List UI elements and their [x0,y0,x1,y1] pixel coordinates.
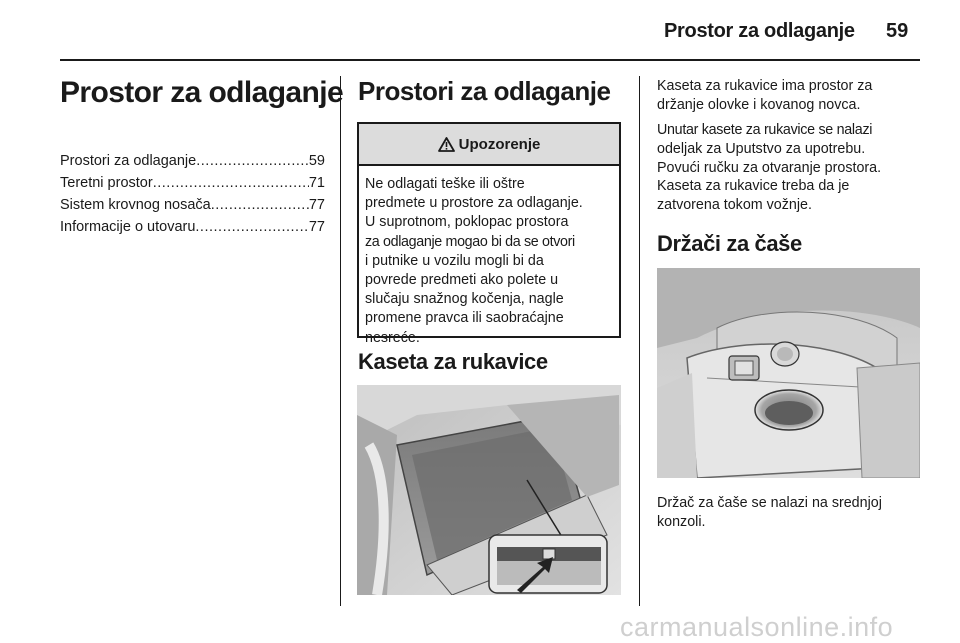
warning-header [359,124,619,166]
page-number: 59 [886,20,909,42]
text-line: Držač za čaše se nalazi na srednjoj [657,495,882,511]
section-title: Prostori za odlaganje [358,76,611,106]
warning-line: predmete u prostore za odlaganje. [365,195,583,212]
text-line: odeljak za Uputstvo za upotrebu. [657,141,866,157]
text-line: držanje olovke i kovanog novca. [657,97,861,113]
column-divider [639,76,640,606]
running-header-title: Prostor za odlaganje [664,20,855,42]
cupholder-heading: Držači za čaše [657,231,802,256]
table-of-contents [60,150,325,238]
warning-line: slučaju snažnog kočenja, nagle [365,291,564,308]
text-line: Unutar kasete za rukavice se nalazi [657,122,873,138]
text-line: Kaseta za rukavice ima prostor za [657,78,873,94]
cupholder-illustration [657,268,920,478]
toc-entry[interactable] [60,150,325,172]
toc-page: 77 [308,219,325,235]
chapter-title: Prostor za odlaganje [60,76,344,109]
warning-heading: Upozorenje [458,135,541,153]
paragraph [657,77,927,115]
toc-page: 59 [308,153,325,169]
text-line: zatvorena tokom vožnje. [657,197,812,213]
paragraph [657,121,927,178]
toc-leader [153,172,309,194]
warning-line: Ne odlagati teške ili oštre [365,176,525,192]
warning-line: i putnike u vozilu mogli bi da [365,252,544,269]
glovebox-illustration [357,385,621,595]
warning-line: U suprotnom, poklopac prostora [365,214,569,231]
header-rule [60,59,920,61]
text-line: Povući ručku za otvaranje prostora. [657,160,882,176]
toc-page: 77 [308,197,325,213]
paragraph [657,494,927,532]
toc-label: Informacije o utovaru [60,219,196,235]
warning-line: povrede predmeti ako polete u [365,272,559,289]
warning-line: za odlaganje mogao bi da se otvori [365,233,575,250]
toc-entry[interactable] [60,194,325,216]
text-line: konzoli. [657,514,706,530]
toc-label: Prostori za odlaganje [60,153,197,169]
glovebox-heading: Kaseta za rukavice [358,349,548,374]
warning-triangle-icon [438,137,455,152]
toc-entry[interactable] [60,216,325,238]
warning-box [357,122,621,346]
toc-entry[interactable] [60,172,325,194]
toc-label: Teretni prostor [60,175,153,191]
toc-leader [211,194,309,216]
toc-page: 71 [308,175,325,191]
warning-line: promene pravca ili saobraćajne [365,310,564,327]
text-line: Kaseta za rukavice treba da je [657,178,850,194]
watermark: carmanualsonline.info [620,612,894,642]
toc-leader [195,216,308,238]
toc-leader [196,150,309,172]
warning-line: nesreće. [365,329,420,346]
column-divider [340,76,341,606]
paragraph [657,177,927,215]
toc-label: Sistem krovnog nosača [60,197,211,213]
warning-text [359,166,619,348]
